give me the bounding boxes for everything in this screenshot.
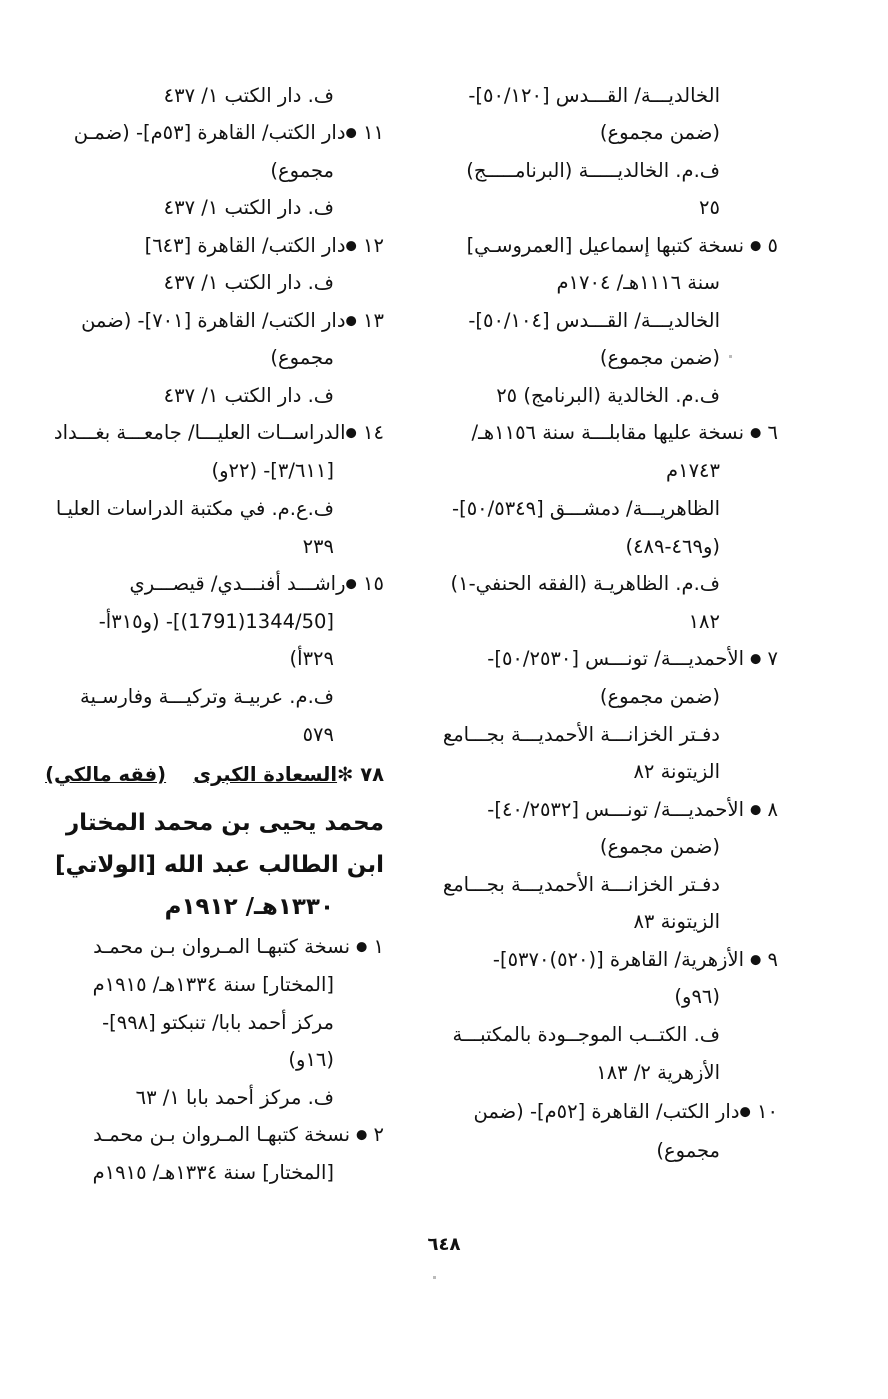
text-line: الزيتونة ٨٢ xyxy=(633,760,720,783)
text-line: الخالديـــة/ القـــدس [٥٠/١٢٠]- xyxy=(468,84,720,107)
text-line: ف. دار الكتب ١/ ٤٣٧ xyxy=(163,271,334,294)
entry-number: ٢ ● xyxy=(355,1123,384,1146)
entry-number: ١٥ ● xyxy=(345,572,384,595)
entry-number: ٥ ● xyxy=(749,234,778,257)
entry-13 xyxy=(81,308,384,335)
text-line: [المختار] سنة ١٣٣٤هـ/ ١٩١٥م xyxy=(92,1161,334,1184)
entry-number: ١١ ● xyxy=(345,121,384,144)
asterisk-icon: ✻ xyxy=(337,763,354,786)
text-line: (ضمن مجموع) xyxy=(599,121,720,144)
entry-text: الدراســات العليـــا/ جامعـــة بغـــداد xyxy=(53,421,346,444)
text-line: مجموع) xyxy=(270,346,334,369)
entry-5 xyxy=(467,233,778,260)
text-line: ف. دار الكتب ١/ ٤٣٧ xyxy=(163,384,334,407)
entry-text: دار الكتب/ القاهرة [٧٠١]- (ضمن xyxy=(81,309,346,332)
entry-1 xyxy=(93,934,384,961)
entry-text: دار الكتب/ القاهرة [٥٣م]- (ضمـن xyxy=(73,121,346,144)
book-subject: (فقه مالكي) xyxy=(45,763,167,786)
bullet-icon: ● xyxy=(345,125,357,141)
entry-number: ٨ ● xyxy=(749,798,778,821)
entry-number: ٦ ● xyxy=(749,421,778,444)
entry-text: الأزهرية/ القاهرة [(٥٢٠)٥٣٧٠]- xyxy=(492,948,744,971)
text-line: ف. مركز أحمد بابا ١/ ٦٣ xyxy=(135,1086,334,1109)
entry-12 xyxy=(145,233,384,260)
text-line: سنة ١١١٦هـ/ ١٧٠٤م xyxy=(556,271,720,294)
text-line: دفـتر الخزانـــة الأحمديـــة بجـــامع xyxy=(442,873,720,896)
page-number: ٦٤٨ xyxy=(427,1234,461,1255)
entry-10 xyxy=(473,1099,778,1126)
text-line: (١٦و) xyxy=(288,1048,334,1071)
text-line: ٣٢٩أ) xyxy=(289,647,334,670)
entry-14 xyxy=(54,420,384,447)
text-line: ٥٧٩ xyxy=(302,723,334,746)
text-line: (و٤٦٩-٤٨٩) xyxy=(625,535,720,558)
entry-number: ٧ ● xyxy=(749,647,778,670)
entry-number: ١٠ ● xyxy=(739,1100,778,1123)
entry-number: ١٣ ● xyxy=(345,309,384,332)
text-line: مجموع) xyxy=(656,1139,720,1162)
text-line: ٢٥ xyxy=(699,196,720,219)
bullet-icon: ● xyxy=(749,238,762,254)
text-line: [المختار] سنة ١٣٣٤هـ/ ١٩١٥م xyxy=(92,973,334,996)
bullet-icon: ● xyxy=(345,425,357,441)
entry-text: نسخة كتبهـا المـروان بـن محمـد xyxy=(93,1123,350,1146)
bullet-icon: ● xyxy=(749,952,762,968)
text-line: (٩٦و) xyxy=(674,985,720,1008)
entry-text: دار الكتب/ القاهرة [٥٢م]- (ضمن xyxy=(473,1100,740,1123)
author-date: ١٣٣٠هـ/ ١٩١٢م xyxy=(164,894,334,920)
text-line: ١٧٤٣م xyxy=(666,459,720,482)
text-line: ف.م. الظاهريـة (الفقه الحنفي-١) xyxy=(450,572,720,595)
entry-number: ١٢ ● xyxy=(345,234,384,257)
bullet-icon: ● xyxy=(739,1104,751,1120)
text-line: مجموع) xyxy=(270,159,334,182)
entry-6 xyxy=(472,420,778,447)
entry-7 xyxy=(487,646,778,673)
entry-text: دار الكتب/ القاهرة [٦٤٣] xyxy=(144,234,346,257)
entry-2 xyxy=(93,1122,384,1149)
text-line: (ضمن مجموع) xyxy=(599,346,720,369)
bullet-icon: ● xyxy=(749,802,762,818)
text-line: (ضمن مجموع) xyxy=(599,685,720,708)
text-line: (ضمن مجموع) xyxy=(599,835,720,858)
entry-text: الأحمديـــة/ تونـــس [٤٠/٢٥٣٢]- xyxy=(487,798,744,821)
author-name-cont: ابن الطالب عبد الله [الولاتي] xyxy=(54,852,384,878)
entry-9 xyxy=(493,947,778,974)
author-name: محمد يحيى بن محمد المختار xyxy=(65,810,384,836)
text-line: ف. دار الكتب ١/ ٤٣٧ xyxy=(163,196,334,219)
text-line: ف.م. الخالدية (البرنامج) ٢٥ xyxy=(496,384,720,407)
bullet-icon: ● xyxy=(355,1127,368,1143)
text-line: مركز أحمد بابا/ تنبكتو [٩٩٨]- xyxy=(102,1011,334,1034)
text-line: الخالديـــة/ القـــدس [٥٠/١٠٤]- xyxy=(468,309,720,332)
entry-15 xyxy=(129,571,384,598)
text-line: ف. الكتــب الموجــودة بالمكتبـــة xyxy=(452,1023,720,1046)
bullet-icon: ● xyxy=(749,651,762,667)
text-line: دفـتر الخزانـــة الأحمديـــة بجـــامع xyxy=(442,723,720,746)
text-line: ف.م. الخالديـــــة (البرنامـــــج) xyxy=(466,159,720,182)
bullet-icon: ● xyxy=(345,576,357,592)
entry-8 xyxy=(487,797,778,824)
book-title: السعادة الكبرى xyxy=(193,763,338,786)
bullet-icon: ● xyxy=(355,939,368,955)
book-heading xyxy=(45,762,384,788)
text-line: الظاهريـــة/ دمشـــق [٥٠/٥٣٤٩]- xyxy=(452,497,720,520)
text-line: ١٨٢ xyxy=(688,610,720,633)
entry-text: نسخة كتبهـا المـروان بـن محمـد xyxy=(93,935,350,958)
entry-text: الأحمديـــة/ تونـــس [٥٠/٢٥٣٠]- xyxy=(487,647,744,670)
entry-text: نسخة عليها مقابلـــة سنة ١١٥٦هـ/ xyxy=(471,421,744,444)
text-line: [1344/50(1791)]- (و٣١٥أ- xyxy=(98,610,334,633)
entry-number: ١ ● xyxy=(355,935,384,958)
text-line: الزيتونة ٨٣ xyxy=(633,910,720,933)
entry-11 xyxy=(74,120,384,147)
book-number: ٧٨ ✻ xyxy=(337,763,384,786)
bullet-icon: ● xyxy=(345,238,357,254)
bullet-icon: ● xyxy=(345,313,357,329)
bullet-icon: ● xyxy=(749,425,762,441)
entry-text: نسخة كتبها إسماعيل [العمروسـي] xyxy=(466,234,744,257)
text-line: ف.م. عربيـة وتركيـــة وفارسـية xyxy=(79,685,334,708)
text-line: ف.ع.م. في مكتبة الدراسات العليـا xyxy=(55,497,334,520)
text-line: [٣/٦١١]- (٢٢و) xyxy=(211,459,334,482)
scan-speck xyxy=(729,355,732,358)
text-line: ٢٣٩ xyxy=(302,535,334,558)
scan-speck xyxy=(433,1276,436,1279)
text-line: الأزهرية ٢/ ١٨٣ xyxy=(596,1061,720,1084)
entry-number: ٩ ● xyxy=(749,948,778,971)
entry-text: راشـــد أفنـــدي/ قيصـــري xyxy=(129,572,346,595)
text-line: ف. دار الكتب ١/ ٤٣٧ xyxy=(163,84,334,107)
entry-number: ١٤ ● xyxy=(345,421,384,444)
